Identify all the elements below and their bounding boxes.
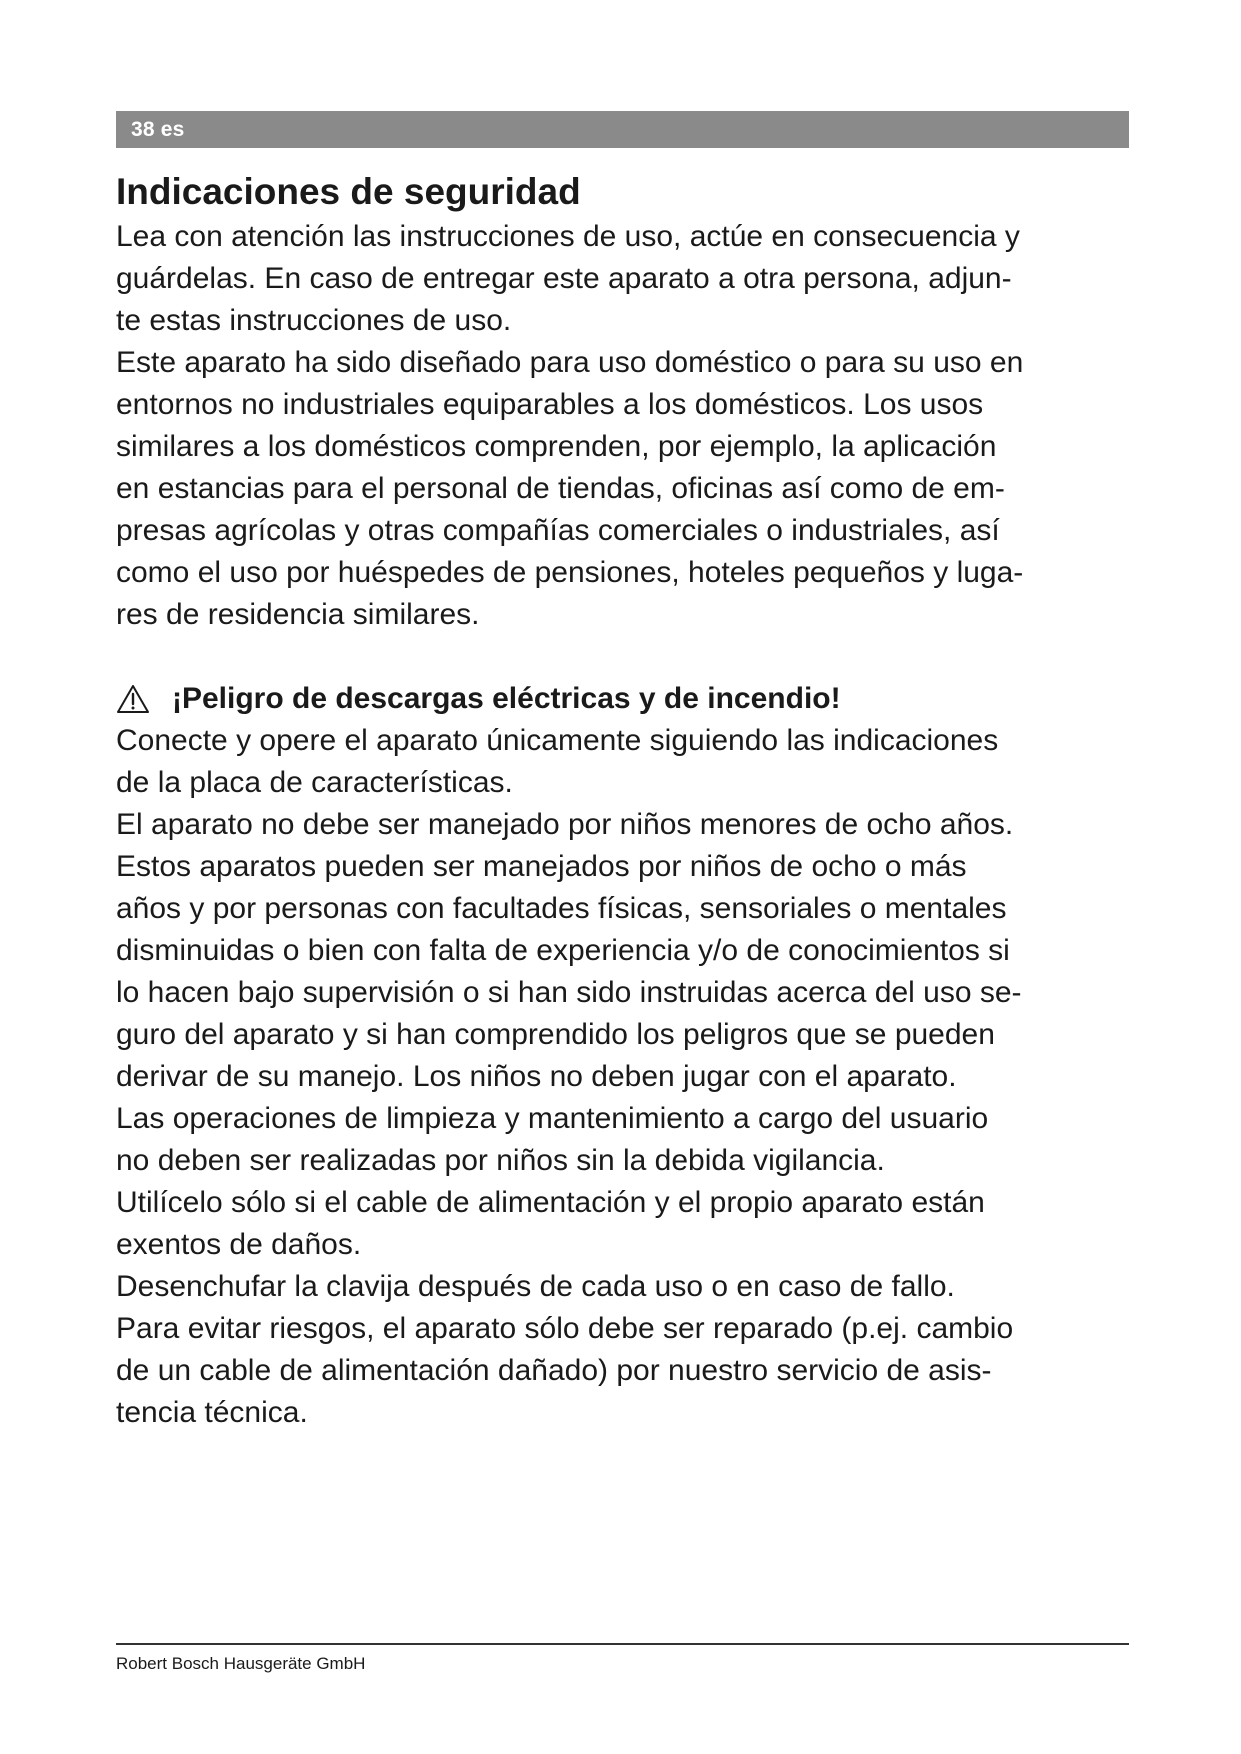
page-content bbox=[116, 168, 1134, 1434]
text-line: similares a los domésticos comprenden, por ejemplo, la aplicación bbox=[116, 430, 997, 463]
text-line: Este aparato ha sido diseñado para uso doméstico o para su uso en bbox=[116, 346, 1024, 379]
page-header-bar bbox=[116, 111, 1129, 148]
text-line: disminuidas o bien con falta de experiencia y/o de conocimientos si bbox=[116, 934, 1010, 967]
text-line: El aparato no debe ser manejado por niños menores de ocho años. bbox=[116, 808, 1014, 841]
page-number-label: 38 es bbox=[131, 117, 185, 141]
warning-paragraph bbox=[116, 720, 1134, 1434]
text-line: Desenchufar la clavija después de cada uso o en caso de fallo. bbox=[116, 1270, 955, 1303]
section-title: Indicaciones de seguridad bbox=[116, 171, 581, 212]
intro-paragraph bbox=[116, 216, 1134, 636]
text-line: Conecte y opere el aparato únicamente siguiendo las indicaciones bbox=[116, 724, 999, 757]
warning-triangle-icon bbox=[116, 684, 150, 714]
warning-heading-text: ¡Peligro de descargas eléctricas y de incendio! bbox=[172, 682, 841, 715]
text-line: de la placa de características. bbox=[116, 766, 513, 799]
text-line: exentos de daños. bbox=[116, 1228, 362, 1261]
footer-company: Robert Bosch Hausgeräte GmbH bbox=[116, 1654, 366, 1673]
text-line: no deben ser realizadas por niños sin la debida vigilancia. bbox=[116, 1144, 885, 1177]
text-line: presas agrícolas y otras compañías comerciales o industriales, así bbox=[116, 514, 1000, 547]
text-line: Utilícelo sólo si el cable de alimentación y el propio aparato están bbox=[116, 1186, 985, 1219]
text-line: Las operaciones de limpieza y mantenimiento a cargo del usuario bbox=[116, 1102, 989, 1135]
text-line: Lea con atención las instrucciones de uso, actúe en consecuencia y bbox=[116, 220, 1020, 253]
text-line: de un cable de alimentación dañado) por nuestro servicio de asis- bbox=[116, 1354, 992, 1387]
text-line: guro del aparato y si han comprendido los peligros que se pueden bbox=[116, 1018, 995, 1051]
text-line: Estos aparatos pueden ser manejados por niños de ocho o más bbox=[116, 850, 967, 883]
text-line: derivar de su manejo. Los niños no deben jugar con el aparato. bbox=[116, 1060, 957, 1093]
text-line: Para evitar riesgos, el aparato sólo debe ser reparado (p.ej. cambio bbox=[116, 1312, 1014, 1345]
warning-heading bbox=[116, 678, 1134, 720]
text-line: te estas instrucciones de uso. bbox=[116, 304, 512, 337]
text-line: lo hacen bajo supervisión o si han sido instruidas acerca del uso se- bbox=[116, 976, 1022, 1009]
text-line: entornos no industriales equiparables a los domésticos. Los usos bbox=[116, 388, 984, 421]
text-line: años y por personas con facultades físicas, sensoriales o mentales bbox=[116, 892, 1007, 925]
paragraph-spacer bbox=[116, 636, 1134, 678]
text-line: como el uso por huéspedes de pensiones, hoteles pequeños y luga- bbox=[116, 556, 1024, 589]
text-line: guárdelas. En caso de entregar este aparato a otra persona, adjun- bbox=[116, 262, 1012, 295]
text-line: en estancias para el personal de tiendas, oficinas así como de em- bbox=[116, 472, 1005, 505]
text-line: tencia técnica. bbox=[116, 1396, 308, 1429]
footer-divider bbox=[116, 1643, 1129, 1645]
text-line: res de residencia similares. bbox=[116, 598, 480, 631]
